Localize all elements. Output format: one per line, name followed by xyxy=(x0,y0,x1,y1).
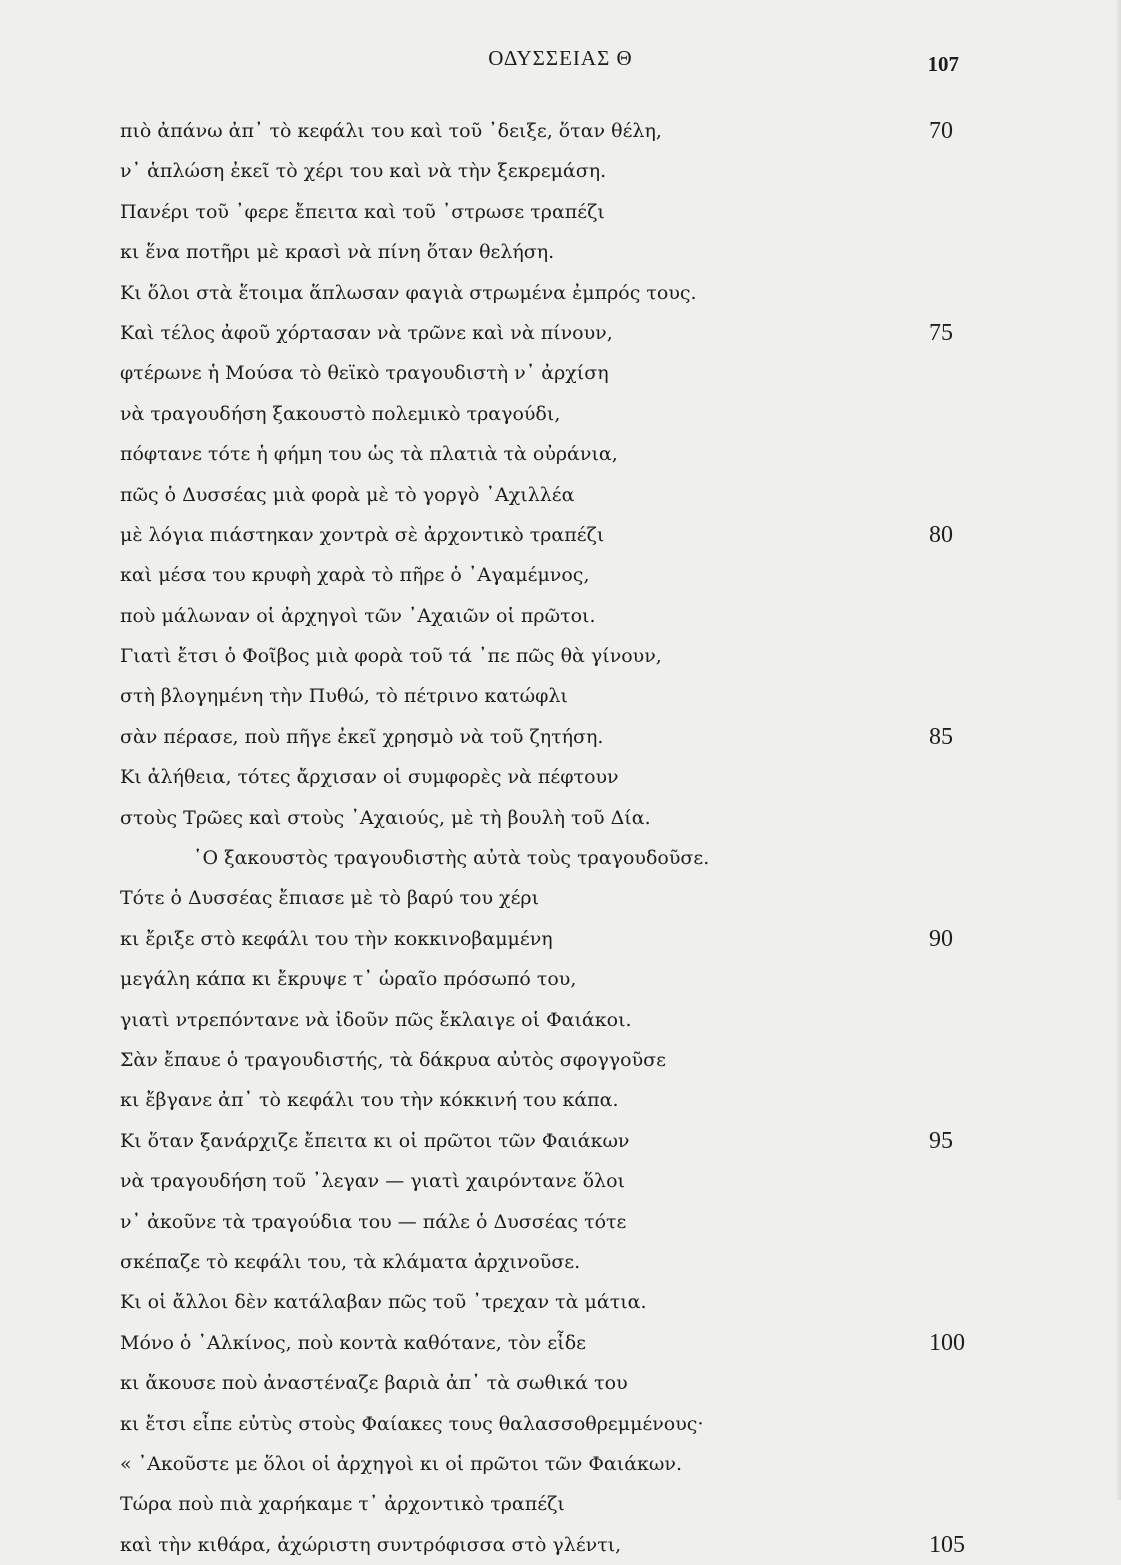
verse-lines xyxy=(0,111,1121,1565)
verse-text: καὶ τὴν κιθάρα, ἀχώριστη συντρόφισσα στὸ γλέντι, xyxy=(120,1533,622,1556)
verse-line xyxy=(0,1444,1121,1484)
verse-text: Σὰν ἔπαυε ὁ τραγουδιστής, τὰ δάκρυα αὐτὸς σφογγοῦσε xyxy=(120,1048,666,1071)
verse-line xyxy=(0,353,1121,393)
verse-text: Πανέρι τοῦ ᾽φερε ἔπειτα καὶ τοῦ ᾽στρωσε τραπέζι xyxy=(120,200,605,223)
line-number: 95 xyxy=(929,1127,953,1154)
verse-line xyxy=(0,555,1121,595)
verse-text: καὶ μέσα του κρυφὴ χαρὰ τὸ πῆρε ὁ ᾽Αγαμέμνος, xyxy=(120,564,590,587)
line-number: 90 xyxy=(929,925,953,952)
verse-line xyxy=(0,1525,1121,1565)
verse-line xyxy=(0,313,1121,353)
verse-line xyxy=(0,676,1121,716)
verse-text: Κι ὅλοι στὰ ἕτοιμα ἅπλωσαν φαγιὰ στρωμένα ἐμπρός τους. xyxy=(120,281,697,304)
verse-line xyxy=(0,596,1121,636)
verse-text: γιατὶ ντρεπόντανε νὰ ἰδοῦν πῶς ἔκλαιγε οἱ Φαιάκοι. xyxy=(120,1008,632,1031)
verse-text: Γιατὶ ἔτσι ὁ Φοῖβος μιὰ φορὰ τοῦ τά ᾽πε πῶς θὰ γίνουν, xyxy=(120,645,662,668)
verse-text: μὲ λόγια πιάστηκαν χοντρὰ σὲ ἀρχοντικὸ τραπέζι xyxy=(120,523,605,546)
verse-text: νὰ τραγουδήση ξακουστὸ πολεμικὸ τραγούδι, xyxy=(120,402,561,425)
verse-line xyxy=(0,1000,1121,1040)
verse-text: κι ἄκουσε ποὺ ἀναστέναζε βαριὰ ἀπ᾽ τὰ σωθικά του xyxy=(120,1372,628,1395)
verse-line xyxy=(0,232,1121,272)
verse-text: κι ἕνα ποτῆρι μὲ κρασὶ νὰ πίνη ὅταν θελήση. xyxy=(120,241,555,264)
verse-line xyxy=(0,1323,1121,1363)
verse-text: νὰ τραγουδήση τοῦ ᾽λεγαν — γιατὶ χαιρόντανε ὅλοι xyxy=(120,1170,625,1193)
verse-text: ν᾽ ἁπλώση ἐκεῖ τὸ χέρι του καὶ νὰ τὴν ξεκρεμάση. xyxy=(120,160,607,183)
verse-text: ποὺ μάλωναν οἱ ἀρχηγοὶ τῶν ᾽Αχαιῶν οἱ πρῶτοι. xyxy=(120,604,596,627)
verse-text: Τώρα ποὺ πιὰ χαρήκαμε τ᾽ ἀρχοντικὸ τραπέζι xyxy=(120,1493,565,1516)
verse-line xyxy=(0,475,1121,515)
verse-text: πόφτανε τότε ἡ φήμη του ὡς τὰ πλατιὰ τὰ οὐράνια, xyxy=(120,443,618,466)
verse-text: σκέπαζε τὸ κεφάλι του, τὰ κλάματα ἀρχινοῦσε. xyxy=(120,1250,581,1273)
verse-text: πιὸ ἀπάνω ἀπ᾽ τὸ κεφάλι του καὶ τοῦ ᾽δειξε, ὅταν θέλη, xyxy=(120,120,662,142)
verse-text: Κι οἱ ἄλλοι δὲν κατάλαβαν πῶς τοῦ ᾽τρεχαν τὰ μάτια. xyxy=(120,1291,647,1314)
verse-line xyxy=(0,1242,1121,1282)
page-number: 107 xyxy=(927,52,959,76)
verse-text: κι ἔβγανε ἀπ᾽ τὸ κεφάλι του τὴν κόκκινή του κάπα. xyxy=(120,1089,619,1112)
verse-line xyxy=(0,1484,1121,1524)
verse-text: κι ἔριξε στὸ κεφάλι του τὴν κοκκινοβαμμένη xyxy=(120,927,553,950)
verse-line xyxy=(0,515,1121,555)
verse-line xyxy=(0,959,1121,999)
verse-text: πῶς ὁ Δυσσέας μιὰ φορὰ μὲ τὸ γοργὸ ᾽Αχιλλέα xyxy=(120,483,575,506)
verse-line xyxy=(0,1121,1121,1161)
verse-line xyxy=(0,1040,1121,1080)
verse-line xyxy=(0,636,1121,676)
verse-line xyxy=(0,1282,1121,1322)
verse-line xyxy=(0,838,1121,878)
verse-text: κι ἔτσι εἶπε εὐτὺς στοὺς Φαίακες τους θαλασσοθρεμμένους· xyxy=(120,1412,704,1435)
verse-text: ῾Ο ξακουστὸς τραγουδιστὴς αὐτὰ τοὺς τραγουδοῦσε. xyxy=(193,847,710,870)
verse-text: ν᾽ ἀκοῦνε τὰ τραγούδια του — πάλε ὁ Δυσσέας τότε xyxy=(120,1210,627,1233)
verse-line xyxy=(0,919,1121,959)
verse-text: στοὺς Τρῶες καὶ στοὺς ᾽Αχαιούς, μὲ τὴ βουλὴ τοῦ Δία. xyxy=(120,806,651,829)
verse-text: σὰν πέρασε, ποὺ πῆγε ἐκεῖ χρησμὸ νὰ τοῦ ζητήση. xyxy=(120,725,604,748)
verse-line xyxy=(0,192,1121,232)
verse-line xyxy=(0,1161,1121,1201)
page-edge-shadow xyxy=(1115,0,1121,1500)
verse-text: Κι ὅταν ξανάρχιζε ἔπειτα κι οἱ πρῶτοι τῶν Φαιάκων xyxy=(120,1129,630,1152)
line-number: 70 xyxy=(929,118,953,144)
running-header: ΟΔΥΣΣΕΙΑΣ Θ xyxy=(488,46,633,70)
line-number: 105 xyxy=(929,1531,965,1558)
verse-line xyxy=(0,1202,1121,1242)
verse-line xyxy=(0,273,1121,313)
verse-line xyxy=(0,151,1121,191)
verse-text: Μόνο ὁ ᾽Αλκίνος, ποὺ κοντὰ καθότανε, τὸν εἶδε xyxy=(120,1331,586,1354)
verse-line xyxy=(0,394,1121,434)
line-number: 85 xyxy=(929,723,953,750)
verse-text: Καὶ τέλος ἀφοῦ χόρτασαν νὰ τρῶνε καὶ νὰ πίνουν, xyxy=(120,321,613,344)
verse-text: Τότε ὁ Δυσσέας ἔπιασε μὲ τὸ βαρύ του χέρι xyxy=(120,887,540,910)
verse-line xyxy=(0,1404,1121,1444)
verse-text: μεγάλη κάπα κι ἔκρυψε τ᾽ ὡραῖο πρόσωπό του, xyxy=(120,968,577,991)
verse-text: στὴ βλογημένη τὴν Πυθώ, τὸ πέτρινο κατώφλι xyxy=(120,685,568,708)
line-number: 100 xyxy=(929,1329,965,1356)
verse-line xyxy=(0,878,1121,918)
line-number: 75 xyxy=(929,319,953,346)
verse-text: Κι ἀλήθεια, τότες ἄρχισαν οἱ συμφορὲς νὰ πέφτουν xyxy=(120,766,619,789)
verse-line xyxy=(0,111,1121,151)
verse-line xyxy=(0,798,1121,838)
verse-text: φτέρωνε ἡ Μούσα τὸ θεϊκὸ τραγουδιστὴ ν᾽ ἀρχίση xyxy=(120,362,609,385)
verse-line xyxy=(0,1080,1121,1120)
verse-line xyxy=(0,1363,1121,1403)
line-number: 80 xyxy=(929,521,953,548)
verse-line xyxy=(0,717,1121,757)
verse-line xyxy=(0,757,1121,797)
verse-text: « ᾽Ακοῦστε με ὅλοι οἱ ἀρχηγοὶ κι οἱ πρῶτοι τῶν Φαιάκων. xyxy=(120,1452,682,1475)
verse-line xyxy=(0,434,1121,474)
